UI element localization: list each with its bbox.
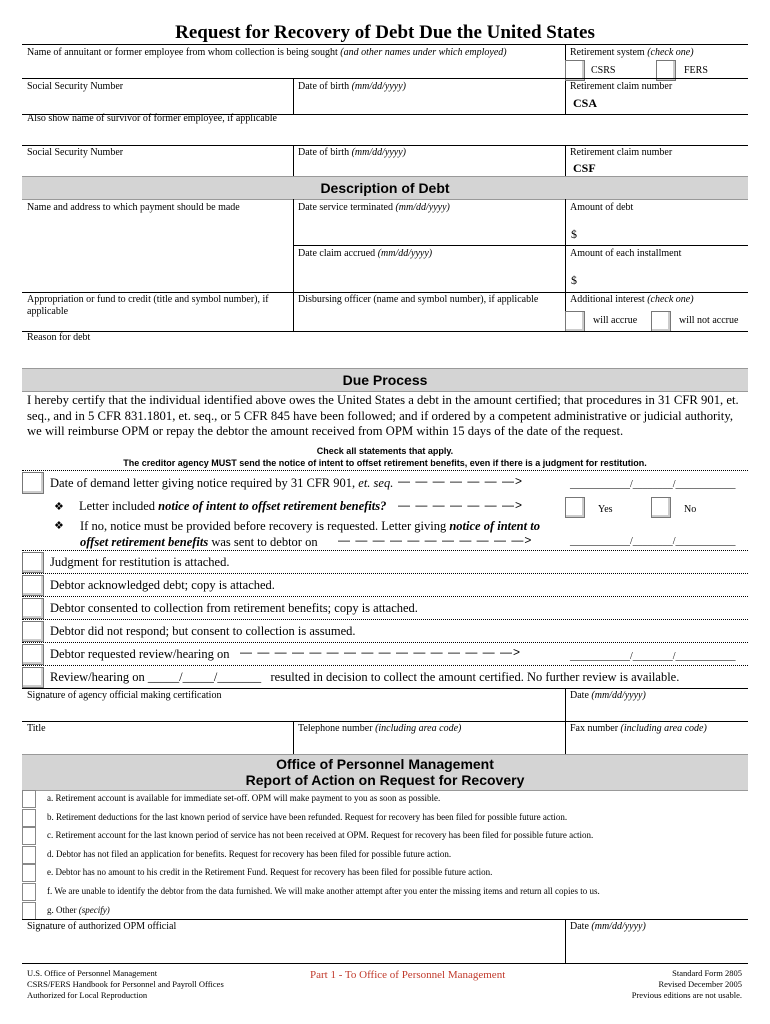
amount-debt-label: Amount of debt — [570, 202, 634, 213]
no-response-checkbox[interactable] — [22, 621, 44, 642]
demand-letter-label: Date of demand letter giving notice required by 31 CFR 901, et. seq. — [50, 476, 394, 490]
opm-action-item-d: d. Debtor has not filed an application for benefits. Request for recovery has been filed for possible future action. — [47, 848, 452, 859]
dob2-label: Date of birth (mm/dd/yyyy) — [298, 147, 407, 158]
judgment-label: Judgment for restitution is attached. — [50, 555, 230, 569]
csrs-label: CSRS — [591, 65, 616, 76]
notice-question: Letter included notice of intent to offset retirement benefits? — [79, 499, 387, 513]
review-requested-date: ____________/________/____________ — [570, 651, 736, 662]
consented-checkbox[interactable] — [22, 598, 44, 619]
judgment-checkbox[interactable] — [22, 552, 44, 573]
notice-no-label: No — [684, 504, 697, 515]
notice-no-checkbox[interactable] — [651, 497, 671, 518]
opm-action-checkbox-b[interactable] — [22, 809, 36, 827]
opm-action-item-b: b. Retirement deductions for the last known period of service have been refunded. Request for recovery has been filed for possible future action. — [47, 811, 568, 822]
ssn-label: Social Security Number — [27, 81, 124, 92]
will-not-accrue-checkbox[interactable] — [651, 311, 671, 332]
acknowledged-checkbox[interactable] — [22, 575, 44, 596]
notice-sent-text: If no, notice must be provided before recovery is requested. Letter giving notice of intent to offset retirement benefits was sent to debtor on — [80, 519, 540, 549]
opm-action-item-a: a. Retirement account is available for immediate set-off. OPM will make payment to you as soon as possible. — [47, 793, 441, 803]
debt-heading: Description of Debt — [22, 176, 748, 200]
notice-sent-date: ____________/________/____________ — [570, 536, 736, 547]
demand-letter-date: ____________/________/____________ — [570, 479, 736, 490]
claim-number-label: Retirement claim number — [570, 81, 673, 92]
survivor-label: Also show name of survivor of former employee, if applicable — [27, 113, 277, 124]
opm-signature-label: Signature of authorized OPM official — [27, 921, 177, 932]
opm-heading: Office of Personnel Management Report of Action on Request for Recovery — [22, 754, 748, 791]
notice-yes-checkbox[interactable] — [565, 497, 585, 518]
additional-interest-label: Additional interest (check one) — [570, 294, 694, 305]
review-requested-checkbox[interactable] — [22, 644, 44, 665]
opm-action-checkbox-a[interactable] — [22, 790, 36, 808]
payment-address-label: Name and address to which payment should be made — [27, 202, 240, 213]
fax-label: Fax number (including area code) — [570, 723, 707, 734]
opm-action-checkbox-e[interactable] — [22, 864, 36, 882]
will-accrue-label: will accrue — [593, 315, 638, 326]
footer-left: U.S. Office of Personnel Management CSRS/FERS Handbook for Personnel and Payroll Offices Authorized for Local Reproduction — [27, 968, 224, 1000]
disbursing-officer-label: Disbursing officer (name and symbol number), if applicable — [298, 294, 539, 305]
agency-date-label: Date (mm/dd/yyyy) — [570, 690, 646, 701]
consented-label: Debtor consented to collection from retirement benefits; copy is attached. — [50, 601, 418, 615]
bullet-icon-2: ❖ — [54, 520, 64, 532]
opm-action-checkbox-g[interactable] — [22, 902, 36, 920]
bullet-icon-1: ❖ — [54, 501, 64, 513]
opm-action-checkbox-f[interactable] — [22, 883, 36, 901]
claim2-number-label: Retirement claim number — [570, 147, 673, 158]
retirement-system-label: Retirement system (check one) — [570, 47, 694, 58]
annuitant-name-label: Name of annuitant or former employee from whom collection is being sought (and other names under which employed) — [27, 47, 507, 58]
review-requested-label: Debtor requested review/hearing on — [50, 647, 230, 661]
appropriation-label: Appropriation or fund to credit (title and symbol number), if applicable — [27, 294, 269, 317]
date-terminated-label: Date service terminated (mm/dd/yyyy) — [298, 202, 450, 213]
opm-action-checkbox-c[interactable] — [22, 827, 36, 845]
opm-action-item-f: f. We are unable to identify the debtor from the data furnished. We will make another attempt after you enter the missing items and return all copies to us. — [47, 886, 600, 896]
no-response-label: Debtor did not respond; but consent to collection is assumed. — [50, 624, 356, 638]
will-accrue-checkbox[interactable] — [565, 311, 585, 332]
arrow-2: — — — — — — —> — [398, 498, 524, 512]
installment-label: Amount of each installment — [570, 248, 682, 259]
certification-text: I hereby certify that the individual identified above owes the United States a debt in the amount certified; that procedures in 31 CFR 901, et. seq., and in 5 CFR 831.1801, et. seq., or 5 CFR 845 have been followed; and if ordered by a competent administrative or judicial authority, we will reimburse OPM or repay the debtor the amount received from OPM within 15 days of the date of the request. — [27, 393, 739, 438]
review-decision-label: Review/hearing on _____/_____/_______ resulted in decision to collect the amount certified. No further review is available. — [50, 670, 680, 684]
claim-prefix-csf: CSF — [573, 161, 596, 175]
demand-letter-checkbox[interactable] — [22, 472, 44, 494]
arrow-1: — — — — — — —> — [398, 474, 524, 488]
check-all-note: Check all statements that apply. The creditor agency MUST send the notice of intent to offset retirement benefits, even if there is a judgment for restitution. — [123, 446, 647, 468]
footer-part-label: Part 1 - To Office of Personnel Management — [310, 969, 506, 981]
will-not-accrue-label: will not accrue — [679, 315, 739, 326]
ssn2-label: Social Security Number — [27, 147, 124, 158]
installment-dollar-sign: $ — [571, 273, 577, 287]
footer-right: Standard Form 2805 Revised December 2005 Previous editions are not usable. — [631, 968, 742, 1000]
due-process-heading: Due Process — [22, 368, 748, 392]
claim-prefix-csa: CSA — [573, 96, 598, 110]
opm-date-label: Date (mm/dd/yyyy) — [570, 921, 646, 932]
phone-label: Telephone number (including area code) — [298, 723, 462, 734]
opm-action-item-g: g. Other (specify) — [47, 904, 110, 915]
form-title: Request for Recovery of Debt Due the United States — [175, 22, 595, 43]
opm-action-checkbox-d[interactable] — [22, 846, 36, 864]
notice-yes-label: Yes — [598, 504, 613, 515]
dob-label: Date of birth (mm/dd/yyyy) — [298, 81, 407, 92]
fers-label: FERS — [684, 65, 708, 76]
amount-dollar-sign: $ — [571, 227, 577, 241]
title-label: Title — [27, 723, 46, 734]
agency-signature-label: Signature of agency official making certification — [27, 690, 222, 701]
reason-label: Reason for debt — [27, 332, 91, 343]
opm-action-item-e: e. Debtor has no amount to his credit in the Retirement Fund. Request for recovery has been filed for possible future action. — [47, 867, 493, 878]
acknowledged-label: Debtor acknowledged debt; copy is attached. — [50, 578, 275, 592]
date-claim-label: Date claim accrued (mm/dd/yyyy) — [298, 248, 433, 259]
opm-action-item-c: c. Retirement account for the last known period of service has not been received at OPM. Request for recovery has been filed for possible future action. — [47, 830, 594, 841]
arrow-3: — — — — — — — — — — —> — [338, 533, 533, 547]
review-decision-checkbox[interactable] — [22, 667, 44, 688]
arrow-4: — — — — — — — — — — — — — — — —> — [240, 645, 522, 659]
